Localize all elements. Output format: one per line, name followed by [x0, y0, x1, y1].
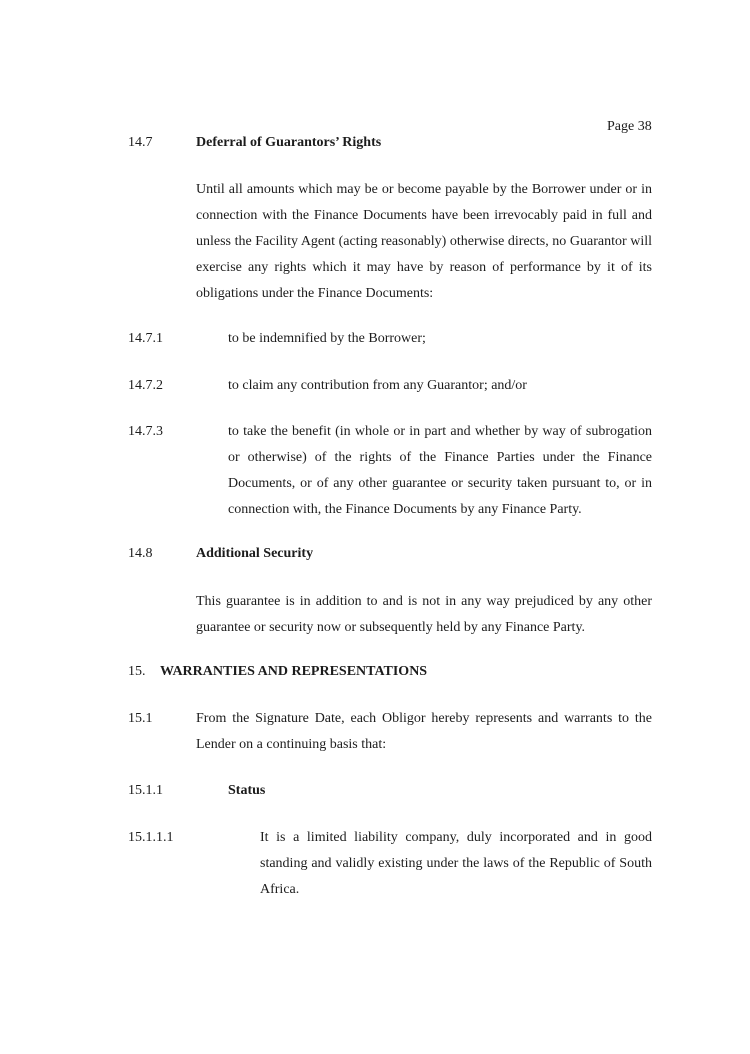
- clause-number-14-7-1: 14.7.1: [128, 331, 163, 346]
- clause-body-14-8: This guarantee is in addition to and is not in any way prejudiced by any other guarantee or security now or subsequently held by any Finance Party.: [196, 594, 652, 635]
- clause-number-14-8: 14.8: [128, 546, 153, 561]
- clause-body-15-1: From the Signature Date, each Obligor hereby represents and warrants to the Lender on a continuing basis that:: [196, 711, 652, 752]
- clause-number-15-1-1: 15.1.1: [128, 783, 163, 798]
- clause-number-15-1-1-1: 15.1.1.1: [128, 830, 174, 845]
- clause-body-15-1-1-1: It is a limited liability company, duly incorporated and in good standing and validly existing under the laws of the Republic of South Africa.: [260, 830, 652, 897]
- clause-number-14-7: 14.7: [128, 135, 153, 150]
- section-title-15: WARRANTIES AND REPRESENTATIONS: [160, 664, 428, 679]
- clause-title-15-1-1: Status: [228, 783, 266, 798]
- clause-body-14-7: Until all amounts which may be or become payable by the Borrower under or in connection with the Finance Documents have been irrevocably paid in full and unless the Facility Agent (acting reasonably) otherwise directs, no Guarantor will exercise any rights which it may have by reason of performance by it of its obligations under the Finance Documents:: [196, 182, 652, 301]
- clause-body-14-7-2: to claim any contribution from any Guarantor; and/or: [228, 378, 527, 393]
- clause-number-14-7-3: 14.7.3: [128, 424, 163, 439]
- clause-number-14-7-2: 14.7.2: [128, 378, 163, 393]
- section-number-15: 15.: [128, 664, 146, 679]
- clause-body-14-7-1: to be indemnified by the Borrower;: [228, 331, 426, 346]
- page-number: Page 38: [607, 119, 652, 134]
- clause-title-14-7: Deferral of Guarantors’ Rights: [196, 135, 382, 150]
- clause-number-15-1: 15.1: [128, 711, 153, 726]
- clause-body-14-7-3: to take the benefit (in whole or in part and whether by way of subrogation or otherwise) of the rights of the Finance Parties under the Finance Documents, or of any other guarantee or security taken pursuant to, or in connection with, the Finance Documents by any Finance Party.: [228, 424, 652, 517]
- clause-title-14-8: Additional Security: [196, 546, 314, 561]
